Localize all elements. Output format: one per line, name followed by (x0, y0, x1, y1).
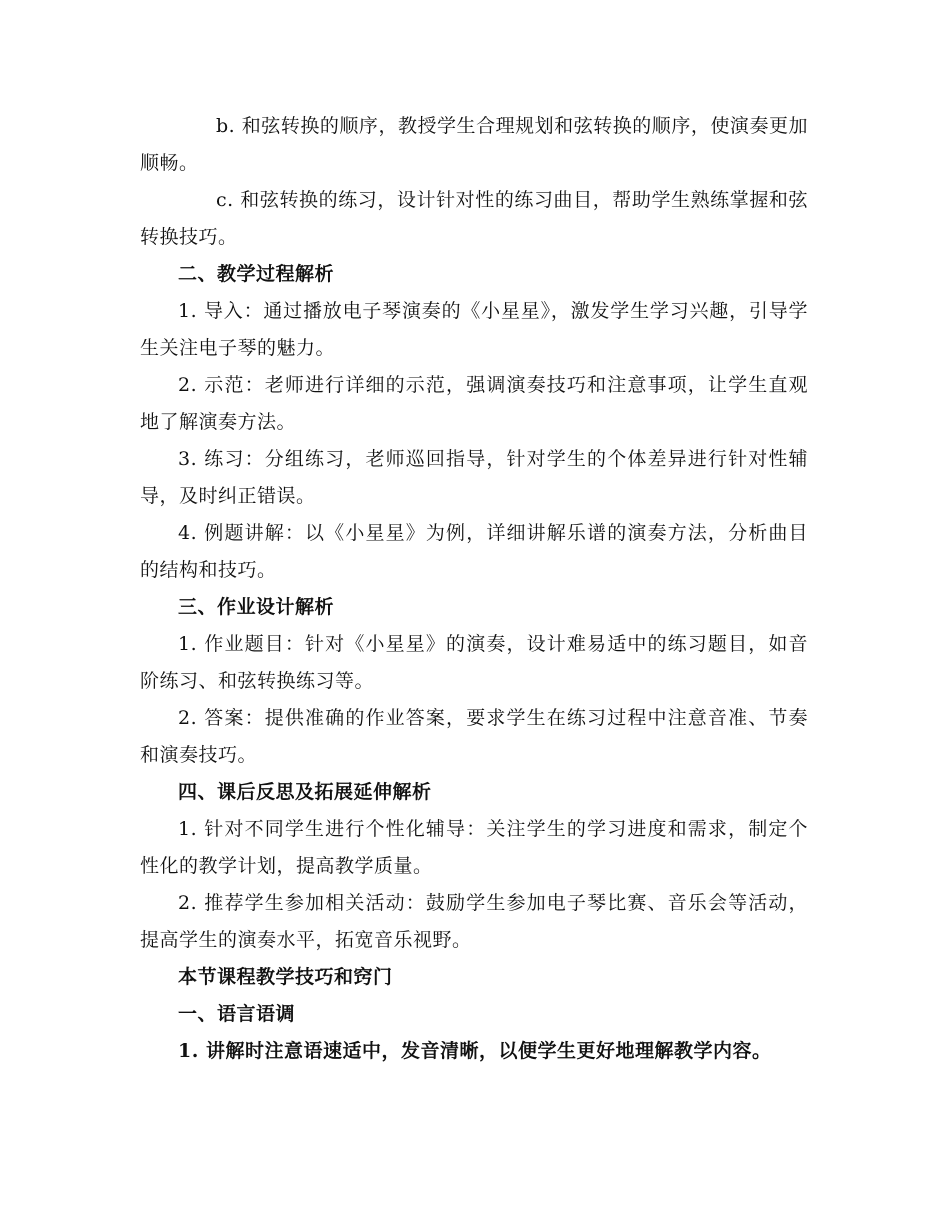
document-body (140, 108, 808, 1070)
section-heading-reflection: 四、课后反思及拓展延伸解析 (178, 781, 432, 803)
section-heading-teaching-process: 二、教学过程解析 (178, 263, 335, 285)
paragraph-homework-topic: 1. 作业题目：针对《小星星》的演奏，设计难易适中的练习题目，如音阶练习、和弦转换练习等。 (140, 633, 808, 692)
paragraph-chord-practice: c. 和弦转换的练习，设计针对性的练习曲目，帮助学生熟练掌握和弦转换技巧。 (140, 189, 808, 248)
paragraph-speaking-pace: 1. 讲解时注意语速适中，发音清晰，以便学生更好地理解教学内容。 (178, 1040, 772, 1062)
paragraph-chord-order: b. 和弦转换的顺序，教授学生合理规划和弦转换的顺序，使演奏更加顺畅。 (140, 115, 808, 174)
paragraph-introduction: 1. 导入：通过播放电子琴演奏的《小星星》，激发学生学习兴趣，引导学生关注电子琴的魅力。 (140, 300, 808, 359)
section-heading-language-tone: 一、语言语调 (178, 1003, 296, 1025)
paragraph-homework-answer: 2. 答案：提供准确的作业答案，要求学生在练习过程中注意音准、节奏和演奏技巧。 (140, 707, 808, 766)
paragraph-recommended-activities: 2. 推荐学生参加相关活动：鼓励学生参加电子琴比赛、音乐会等活动，提高学生的演奏水平，拓宽音乐视野。 (140, 892, 808, 951)
section-heading-teaching-tips: 本节课程教学技巧和窍门 (178, 966, 393, 988)
paragraph-example-explanation: 4. 例题讲解：以《小星星》为例，详细讲解乐谱的演奏方法，分析曲目的结构和技巧。 (140, 522, 808, 581)
section-heading-homework-design: 三、作业设计解析 (178, 596, 335, 618)
paragraph-practice: 3. 练习：分组练习，老师巡回指导，针对学生的个体差异进行针对性辅导，及时纠正错误。 (140, 448, 808, 507)
paragraph-personalized-tutoring: 1. 针对不同学生进行个性化辅导：关注学生的学习进度和需求，制定个性化的教学计划，提高教学质量。 (140, 818, 808, 877)
paragraph-demonstration: 2. 示范：老师进行详细的示范，强调演奏技巧和注意事项，让学生直观地了解演奏方法。 (140, 374, 808, 433)
